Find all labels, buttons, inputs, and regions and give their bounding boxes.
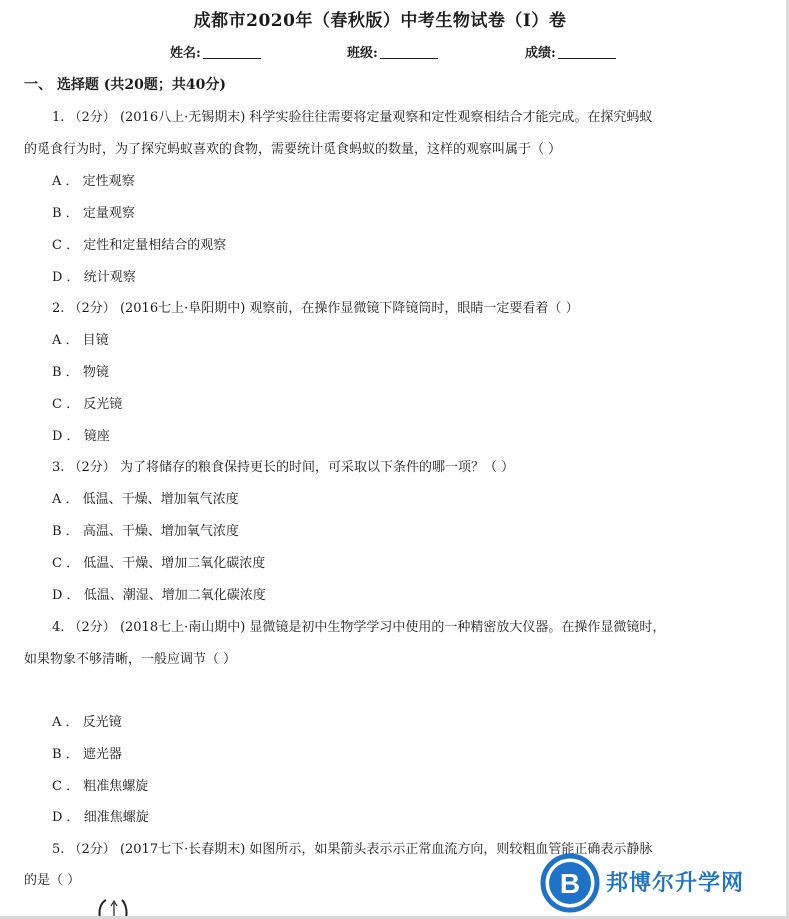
question-2-stem: 2. （2分） (2016七上·阜阳期中) 观察前，在操作显微镜下降镜筒时，眼睛一定要看着（ ） [52, 301, 579, 316]
name-field [170, 42, 261, 61]
section-heading: 一、 选择题 (共20题；共40分) [24, 77, 226, 93]
score-field [525, 42, 616, 61]
question-4-stem: 4. （2分） (2018七上·南山期中) 显微镜是初中生物学学习中使用的一种精密放大仪器。在操作显微镜时， [52, 620, 666, 635]
q2-option-c: C ． 反光镜 [52, 397, 123, 412]
blood-vessel-figure [92, 896, 138, 918]
q3-option-a: A ． 低温、干燥、增加氧气浓度 [52, 492, 239, 507]
question-5-stem: 5. （2分） (2017七下·长春期末) 如图所示，如果箭头表示示正常血流方向，则较粗血管能正确表示静脉 [52, 842, 653, 857]
q4-option-c: C ． 粗准焦螺旋 [52, 779, 149, 794]
name-blank [203, 45, 261, 59]
q1-option-c: C ． 定性和定量相结合的观察 [52, 238, 227, 253]
watermark-text: 邦博尔升学网 [606, 871, 745, 896]
q3-option-d: D ． 低温、潮湿、增加二氧化碳浓度 [52, 588, 266, 603]
score-label: 成绩: [525, 46, 556, 61]
page-title: 成都市2020年（春秋版）中考生物试卷（I）卷 [193, 11, 567, 31]
class-label: 班级: [347, 46, 378, 61]
watermark-logo-icon [538, 851, 602, 915]
q2-option-a: A ． 目镜 [52, 333, 109, 348]
q2-option-d: D ． 镜座 [52, 429, 110, 444]
q1-option-d: D ． 统计观察 [52, 270, 136, 285]
question-3-stem: 3. （2分） 为了将储存的粮食保持更长的时间，可采取以下条件的哪一项？（ ） [52, 460, 515, 475]
question-4-stem-cont: 如果物象不够清晰，一般应调节（ ） [24, 652, 237, 667]
q3-option-c: C ． 低温、干燥、增加二氧化碳浓度 [52, 556, 266, 571]
class-blank [380, 45, 438, 59]
name-label: 姓名: [170, 46, 201, 61]
q4-option-d: D ． 细准焦螺旋 [52, 810, 149, 825]
q1-option-a: A ． 定性观察 [52, 174, 135, 189]
q2-option-b: B ． 物镜 [52, 365, 109, 380]
question-5-stem-cont: 的是（ ） [24, 873, 81, 888]
q4-option-b: B ． 遮光器 [52, 747, 122, 762]
question-1-stem: 1. （2分） (2016八上·无锡期末) 科学实验往往需要将定量观察和定性观察相结合才能完成。在探究蚂蚁 [52, 110, 653, 125]
class-field [347, 42, 438, 61]
svg-text:B: B [559, 868, 581, 899]
q4-option-a: A ． 反光镜 [52, 715, 122, 730]
q3-option-b: B ． 高温、干燥、增加氧气浓度 [52, 524, 239, 539]
q1-option-b: B ． 定量观察 [52, 206, 135, 221]
question-1-stem-cont: 的觅食行为时，为了探究蚂蚁喜欢的食物，需要统计觅食蚂蚁的数量，这样的观察叫属于（ ） [24, 142, 562, 157]
score-blank [558, 45, 616, 59]
